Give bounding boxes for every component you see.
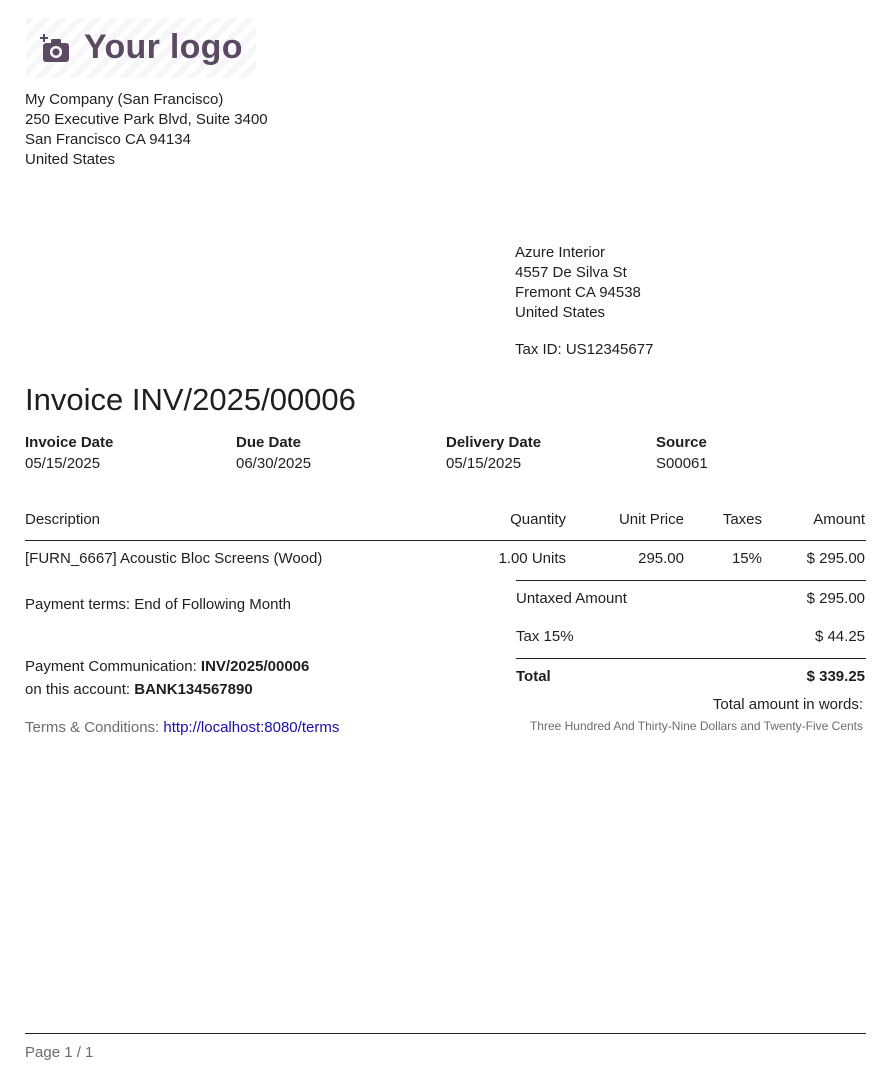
totals-total-divider — [516, 658, 866, 659]
payment-account — [25, 681, 253, 698]
line-taxes: 15% — [731, 550, 762, 567]
col-header-description: Description — [25, 511, 101, 528]
payment-account-label: on this account: — [25, 681, 131, 698]
company-street: 250 Executive Park Blvd, Suite 3400 — [25, 111, 268, 128]
company-address — [25, 90, 268, 170]
company-name: My Company (San Francisco) — [25, 91, 224, 108]
line-description: [FURN_6667] Acoustic Bloc Screens (Wood) — [25, 550, 323, 567]
info-value: 06/30/2025 — [236, 455, 312, 472]
info-label: Invoice Date — [25, 434, 114, 451]
tax-label: Tax 15% — [516, 628, 574, 645]
payment-terms: Payment terms: End of Following Month — [25, 596, 291, 613]
info-value: S00061 — [656, 455, 708, 472]
total-label: Total — [516, 668, 551, 685]
col-header-unit-price: Unit Price — [618, 511, 684, 528]
logo-text: Your logo — [84, 28, 243, 66]
camera-plus-icon — [40, 34, 72, 66]
customer-street: 4557 De Silva St — [515, 264, 627, 281]
info-label: Source — [656, 434, 707, 451]
customer-tax-id: Tax ID: US12345677 — [515, 341, 654, 358]
line-unit-price: 295.00 — [638, 550, 684, 567]
terms-conditions-label: Terms & Conditions: — [25, 719, 160, 736]
total-value: $ 339.25 — [806, 668, 865, 685]
info-label: Delivery Date — [446, 434, 542, 451]
invoice-title: Invoice INV/2025/00006 — [25, 382, 356, 417]
info-invoice-date — [25, 434, 113, 472]
line-amount: $ 295.00 — [806, 550, 865, 567]
col-header-amount: Amount — [813, 511, 865, 528]
info-source — [656, 434, 708, 472]
payment-communication-value: INV/2025/00006 — [200, 658, 310, 675]
customer-country: United States — [515, 304, 606, 321]
untaxed-label: Untaxed Amount — [516, 590, 627, 607]
table-header-divider — [25, 540, 866, 541]
payment-account-value: BANK134567890 — [134, 681, 253, 698]
company-city: San Francisco CA 94134 — [25, 131, 191, 148]
customer-address — [515, 243, 641, 323]
payment-communication-label: Payment Communication: — [25, 658, 197, 675]
customer-name: Azure Interior — [515, 244, 606, 261]
info-due-date — [236, 434, 311, 472]
page-number: Page 1 / 1 — [25, 1044, 94, 1061]
info-value: 05/15/2025 — [446, 455, 522, 472]
amount-in-words: Three Hundred And Thirty-Nine Dollars and Twenty-Five Cents — [529, 719, 863, 733]
payment-communication — [25, 658, 309, 675]
info-label: Due Date — [236, 434, 302, 451]
col-header-quantity: Quantity — [510, 511, 566, 528]
totals-top-divider — [516, 580, 866, 581]
amount-in-words-label: Total amount in words: — [712, 696, 863, 713]
col-header-taxes: Taxes — [722, 511, 762, 528]
info-value: 05/15/2025 — [25, 455, 101, 472]
untaxed-value: $ 295.00 — [806, 590, 865, 607]
terms-conditions-link[interactable]: http://localhost:8080/terms — [163, 719, 340, 736]
info-delivery-date — [446, 434, 541, 472]
company-country: United States — [25, 151, 116, 168]
customer-city: Fremont CA 94538 — [515, 284, 641, 301]
footer-divider — [25, 1033, 866, 1034]
line-quantity: 1.00 Units — [498, 550, 566, 567]
terms-conditions — [25, 719, 339, 736]
tax-value: $ 44.25 — [814, 628, 865, 645]
